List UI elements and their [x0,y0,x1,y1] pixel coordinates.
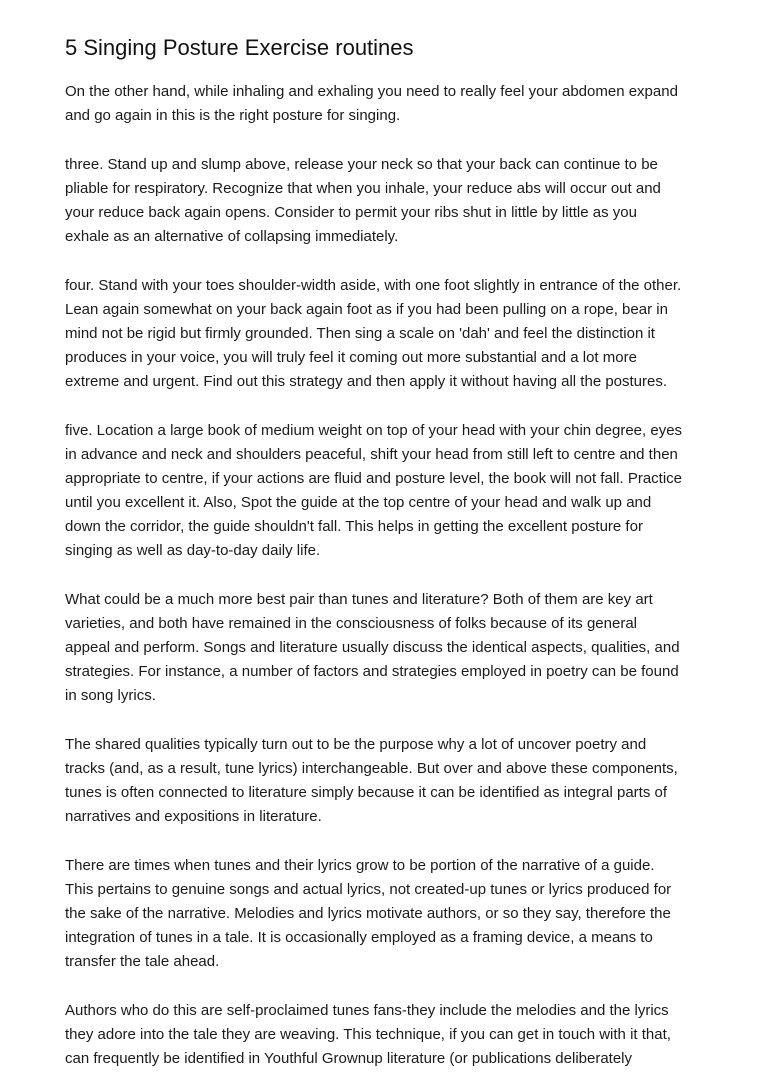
text-line: produces in your voice, you will truly feel it coming out more substantial and a lot more [65,349,637,366]
text-line: in song lyrics. [65,687,156,704]
text-line: integration of tunes in a tale. It is occasionally employed as a framing device, a means to [65,929,653,946]
text-line: tunes is often connected to literature simply because it can be identified as integral parts of [65,784,668,801]
text-line: transfer the tale ahead. [65,953,220,970]
paragraph-8 [65,999,728,1071]
paragraph-5 [65,588,728,708]
text-line: in advance and neck and shoulders peaceful, shift your head from still left to centre and then [65,446,678,463]
text-line: The shared qualities typically turn out to be the purpose why a lot of uncover poetry and [65,736,647,753]
text-line: What could be a much more best pair than tunes and literature? Both of them are key art [65,591,653,608]
text-line: This pertains to genuine songs and actual lyrics, not created-up tunes or lyrics produced for [65,881,672,898]
text-line: down the corridor, the guide shouldn't fall. This helps in getting the excellent posture for [65,518,643,535]
paragraph-2 [65,153,728,249]
text-line: On the other hand, while inhaling and exhaling you need to really feel your abdomen expand [65,83,678,100]
text-line: exhale as an alternative of collapsing immediately. [65,228,399,245]
paragraph-6 [65,733,728,829]
page-title: 5 Singing Posture Exercise routines [65,35,414,60]
paragraph-4 [65,419,728,563]
text-line: narratives and expositions in literature. [65,808,322,825]
text-line: strategies. For instance, a number of factors and strategies employed in poetry can be found [65,663,679,680]
text-line: There are times when tunes and their lyrics grow to be portion of the narrative of a guide. [65,857,655,874]
text-line: they adore into the tale they are weaving. This technique, if you can get in touch with it that, [65,1026,671,1043]
paragraph-3 [65,274,728,394]
text-line: tracks (and, as a result, tune lyrics) interchangeable. But over and above these components, [65,760,678,777]
text-line: mind not be rigid but firmly grounded. Then sing a scale on 'dah' and feel the distinction it [65,325,655,342]
text-line: four. Stand with your toes shoulder-width aside, with one foot slightly in entrance of the other. [65,277,682,294]
text-line: singing as well as day-to-day daily life. [65,542,321,559]
text-line: your reduce back again opens. Consider to permit your ribs shut in little by little as you [65,204,637,221]
text-line: extreme and urgent. Find out this strategy and then apply it without having all the postures. [65,373,668,390]
paragraph-1 [65,80,728,128]
text-line: Lean again somewhat on your back again foot as if you had been pulling on a rope, bear in [65,301,668,318]
text-line: can frequently be identified in Youthful Grownup literature (or publications deliberately [65,1050,633,1067]
text-line: and go again in this is the right posture for singing. [65,107,401,124]
text-line: the sake of the narrative. Melodies and lyrics motivate authors, or so they say, therefore the [65,905,671,922]
text-line: appeal and perform. Songs and literature usually discuss the identical aspects, qualities, and [65,639,680,656]
text-line: appropriate to centre, if your actions are fluid and posture level, the book will not fall. Practice [65,470,682,487]
text-line: Authors who do this are self-proclaimed tunes fans-they include the melodies and the lyrics [65,1002,669,1019]
text-line: pliable for respiratory. Recognize that when you inhale, your reduce abs will occur out and [65,180,661,197]
text-line: three. Stand up and slump above, release your neck so that your back can continue to be [65,156,658,173]
text-line: varieties, and both have remained in the consciousness of folks because of its general [65,615,638,632]
paragraph-7 [65,854,728,974]
text-line: five. Location a large book of medium weight on top of your head with your chin degree, eyes [65,422,683,439]
text-line: until you excellent it. Also, Spot the guide at the top centre of your head and walk up and [65,494,652,511]
